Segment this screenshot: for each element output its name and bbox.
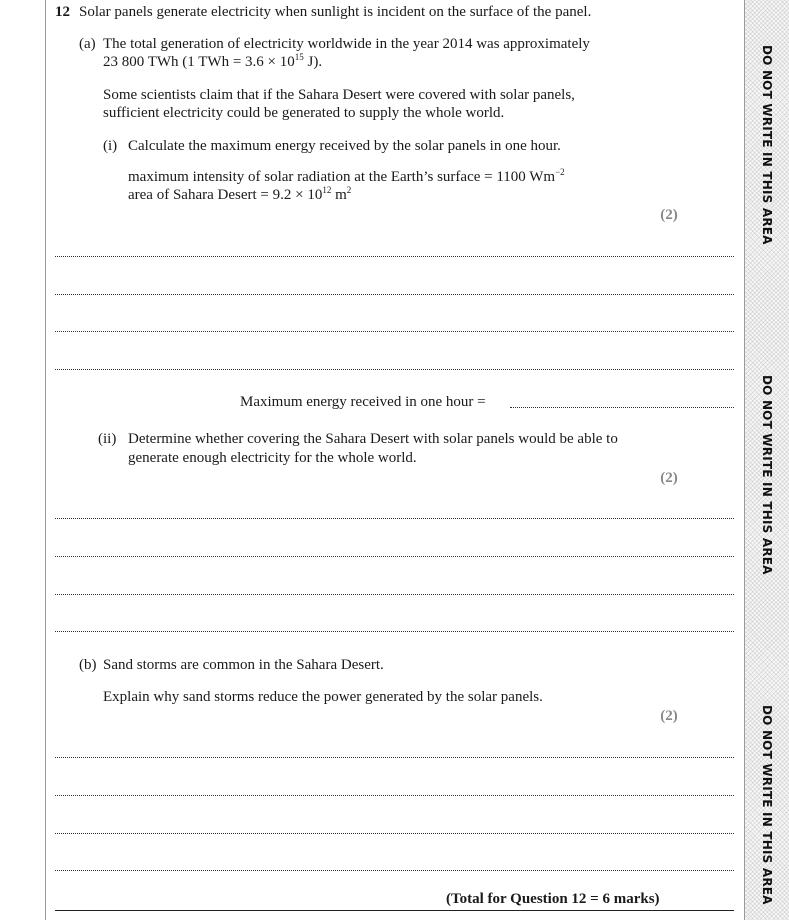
margin-warning-top: [757, 40, 777, 250]
sub-i-prompt: Calculate the maximum energy received by the solar panels in one hour.: [128, 138, 561, 154]
sub-ii-prompt-line2: generate enough electricity for the whole world.: [128, 450, 417, 466]
part-a-line2: 23 800 TWh (1 TWh = $3.6 \times 10^{15}$ J).: [103, 52, 323, 70]
left-margin-rule: [45, 0, 46, 920]
part-a-claim-line2: sufficient electricity could be generated to supply the whole world.: [103, 105, 505, 121]
margin-warning-text: DO NOT WRITE IN THIS AREA: [760, 705, 774, 905]
sub-ii-label: (ii): [98, 431, 117, 447]
margin-warning-text: DO NOT WRITE IN THIS AREA: [760, 375, 774, 575]
part-b-marks: (2): [660, 708, 678, 724]
final-answer-line[interactable]: [510, 407, 734, 408]
part-a-line1: The total generation of electricity worldwide in the year 2014 was approximately: [103, 36, 590, 52]
answer-line[interactable]: [55, 870, 734, 871]
sub-i-given-area: area of Sahara Desert = $9.2 \times 10^{12}$ $m^2$: [128, 185, 352, 203]
answer-line[interactable]: [55, 331, 734, 332]
sub-i-marks: (2): [660, 207, 678, 223]
answer-line[interactable]: [55, 833, 734, 834]
answer-line[interactable]: [55, 369, 734, 370]
bottom-rule: [55, 910, 734, 911]
answer-line[interactable]: [55, 518, 734, 519]
answer-line[interactable]: [55, 556, 734, 557]
total-marks: (Total for Question 12 = 6 marks): [446, 891, 660, 907]
sub-ii-prompt-line1: Determine whether covering the Sahara Desert with solar panels would be able to: [128, 431, 618, 447]
answer-line[interactable]: [55, 631, 734, 632]
part-b-prompt: Explain why sand storms reduce the power generated by the solar panels.: [103, 689, 543, 705]
part-b-label: (b): [79, 657, 97, 673]
answer-line[interactable]: [55, 594, 734, 595]
answer-line[interactable]: [55, 757, 734, 758]
part-a-claim-line1: Some scientists claim that if the Sahara Desert were covered with solar panels,: [103, 87, 575, 103]
margin-warning-text: DO NOT WRITE IN THIS AREA: [760, 45, 774, 245]
part-a-label: (a): [79, 36, 96, 52]
answer-line[interactable]: [55, 256, 734, 257]
final-answer-label: Maximum energy received in one hour =: [240, 394, 486, 410]
part-b-line1: Sand storms are common in the Sahara Desert.: [103, 657, 384, 673]
final-answer-row: [55, 393, 734, 411]
question-stem: Solar panels generate electricity when sunlight is incident on the surface of the panel.: [79, 4, 592, 20]
margin-warning-bottom: [757, 700, 777, 910]
margin-warning-middle: [757, 370, 777, 580]
sub-i-given-intensity: maximum intensity of solar radiation at the Earth’s surface = 1100 $Wm^{-2}$: [128, 167, 565, 185]
answer-line[interactable]: [55, 795, 734, 796]
question-number: 12: [55, 4, 70, 20]
sub-ii-marks: (2): [660, 470, 678, 486]
sub-i-label: (i): [103, 138, 118, 154]
answer-line[interactable]: [55, 294, 734, 295]
